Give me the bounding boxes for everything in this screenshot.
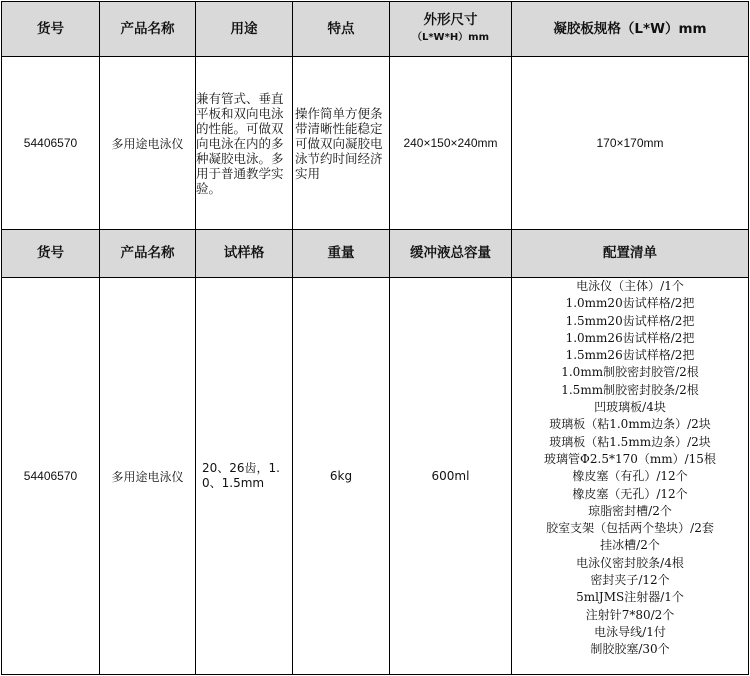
- header-config-list: 配置清单: [512, 230, 749, 278]
- cell-usage: 兼有管式、垂直平板和双向电泳的性能。可做双向电泳在内的多种凝胶电泳。多用于普通教学实验。: [196, 57, 293, 230]
- table2-data-row: [2, 278, 749, 675]
- config-item: 1.0mm制胶密封胶管/2根: [561, 365, 699, 380]
- cell-product-name-2: 多用途电泳仪: [100, 278, 196, 675]
- config-item: 挂冰槽/2个: [600, 538, 660, 553]
- config-item: 1.5mm26齿试样格/2把: [565, 348, 695, 363]
- header-features: 特点: [293, 2, 390, 57]
- product-spec-table: [1, 1, 749, 675]
- config-item: 胶室支架（包括两个垫块）/2套: [546, 521, 714, 536]
- header-item-no-2: 货号: [2, 230, 100, 278]
- header-dimensions-label: 外形尺寸: [423, 12, 478, 28]
- cell-product-name: 多用途电泳仪: [100, 57, 196, 230]
- cell-features: 操作简单方便条带清晰性能稳定可做双向凝胶电泳节约时间经济实用: [293, 57, 390, 230]
- header-usage: 用途: [196, 2, 293, 57]
- header-gel-plate-size: 凝胶板规格（L*W）mm: [512, 2, 749, 57]
- config-item: 玻璃管Φ2.5*170（mm）/15根: [544, 451, 716, 466]
- header-product-name: 产品名称: [100, 2, 196, 57]
- config-item: 制胶胶塞/30个: [590, 642, 670, 657]
- header-dimensions: [390, 2, 512, 57]
- cell-config-list: [512, 278, 749, 675]
- header-sample-comb: 试样格: [196, 230, 293, 278]
- cell-item-no-2: 54406570: [2, 278, 100, 675]
- config-item: 1.0mm20齿试样格/2把: [565, 296, 695, 311]
- config-item: 1.5mm20齿试样格/2把: [565, 313, 695, 328]
- config-item: 玻璃板（粘1.0mm边条）/2块: [549, 417, 711, 432]
- header-buffer-capacity: 缓冲液总容量: [390, 230, 512, 278]
- config-item: 电泳导线/1付: [594, 624, 666, 639]
- config-item: 1.0mm26齿试样格/2把: [565, 330, 695, 345]
- header-product-name-2: 产品名称: [100, 230, 196, 278]
- cell-weight: 6kg: [293, 278, 390, 675]
- header-item-no: 货号: [2, 2, 100, 57]
- config-item: 玻璃板（粘1.5mm边条）/2块: [549, 434, 711, 449]
- header-dimensions-unit: （L*W*H）mm: [411, 32, 490, 43]
- config-item: 电泳仪（主体）/1个: [576, 279, 684, 293]
- cell-gel-plate-size: 170×170mm: [512, 57, 749, 230]
- cell-sample-comb: 20、26齿，1.0、1.5mm: [196, 278, 293, 675]
- config-item: 1.5mm制胶密封胶条/2根: [561, 382, 699, 397]
- config-item: 橡皮塞（无孔）/12个: [572, 486, 688, 501]
- config-item: 琼脂密封槽/2个: [588, 503, 672, 518]
- table1-data-row: [2, 57, 749, 230]
- config-item: 凹玻璃板/4块: [594, 400, 666, 415]
- table1-header-row: [2, 2, 749, 57]
- cell-buffer-capacity: 600ml: [390, 278, 512, 675]
- config-item: 5mlJMS注射器/1个: [576, 590, 684, 605]
- cell-item-no: 54406570: [2, 57, 100, 230]
- config-item: 电泳仪密封胶条/4根: [576, 555, 684, 570]
- config-item: 注射针7*80/2个: [585, 607, 675, 622]
- header-weight: 重量: [293, 230, 390, 278]
- config-item: 橡皮塞（有孔）/12个: [572, 469, 688, 484]
- cell-dimensions: 240×150×240mm: [390, 57, 512, 230]
- table2-header-row: [2, 230, 749, 278]
- config-item: 密封夹子/12个: [590, 573, 670, 588]
